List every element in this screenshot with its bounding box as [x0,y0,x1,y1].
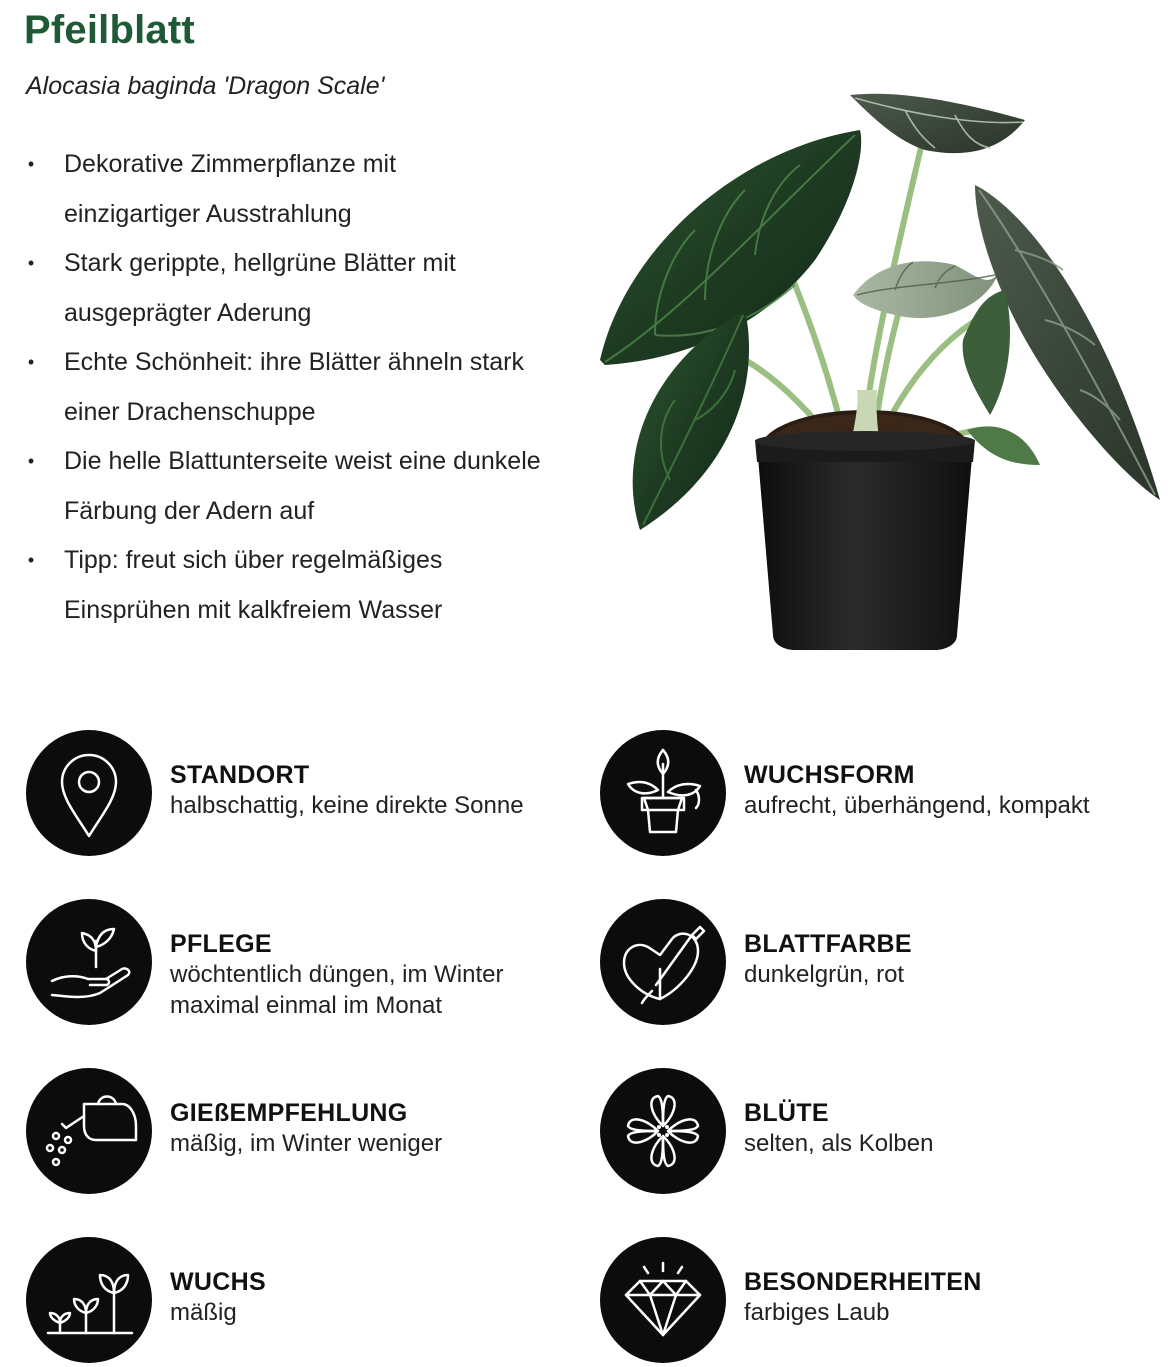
bullet-line: einer Drachenschuppe [64,397,316,426]
feature-value: wöchtentlich düngen, im Winter [170,961,504,988]
feature-standort [26,730,586,860]
growing-seedlings-icon [26,1237,152,1363]
bullet-line: Echte Schönheit: ihre Blätter ähneln stark [64,348,524,376]
feature-label: WUCHSFORM [744,761,915,789]
feature-value: selten, als Kolben [744,1130,934,1157]
feature-wuchsform [600,730,1160,860]
botanical-name: Alocasia baginda 'Dragon Scale' [26,72,385,100]
bullet-dot: • [27,154,35,174]
feature-label: STANDORT [170,761,310,789]
plant-photo [595,90,1170,660]
bullet-dot: • [27,550,35,570]
bullet-item [24,239,594,338]
feature-giessempfehlung [26,1068,586,1198]
bullet-dot: • [27,253,35,273]
feature-value: mäßig, im Winter weniger [170,1130,443,1157]
feature-label: BLATTFARBE [744,930,912,958]
feature-wuchs [26,1237,586,1367]
flower-icon [600,1068,726,1194]
feature-label: BLÜTE [744,1099,829,1127]
feature-value: mäßig [170,1299,237,1326]
feature-besonderheiten [600,1237,1160,1367]
feature-bullet-list [24,140,594,635]
feature-value: maximal einmal im Monat [170,992,443,1019]
hand-seedling-icon [26,899,152,1025]
feature-blattfarbe [600,899,1160,1029]
feature-pflege [26,899,586,1029]
potted-plant-icon [600,730,726,856]
bullet-item [24,338,594,437]
bullet-line: einzigartiger Ausstrahlung [64,199,352,228]
bullet-item [24,536,594,635]
bullet-line: Färbung der Adern auf [64,496,315,525]
feature-bluete [600,1068,1160,1198]
bullet-line: Tipp: freut sich über regelmäßiges [64,546,443,574]
bullet-line: Einsprühen mit kalkfreiem Wasser [64,595,443,624]
feature-value: aufrecht, überhängend, kompakt [744,792,1090,819]
leaf-brush-icon [600,899,726,1025]
bullet-dot: • [27,451,35,471]
feature-label: GIEßEMPFEHLUNG [170,1099,408,1127]
product-title: Pfeilblatt [24,8,195,52]
feature-value: dunkelgrün, rot [744,961,905,988]
watering-can-icon [26,1068,152,1194]
bullet-line: Stark gerippte, hellgrüne Blätter mit [64,249,456,277]
diamond-icon [600,1237,726,1363]
feature-label: WUCHS [170,1268,266,1296]
feature-label: BESONDERHEITEN [744,1268,982,1296]
plant-illustration [595,90,1170,660]
feature-value: farbiges Laub [744,1299,890,1326]
bullet-line: ausgeprägter Aderung [64,298,312,327]
bullet-dot: • [27,352,35,372]
location-pin-icon [26,730,152,856]
bullet-item [24,140,594,239]
bullet-item [24,437,594,536]
bullet-line: Die helle Blattunterseite weist eine dunkele [64,447,541,475]
feature-label: PFLEGE [170,930,272,958]
bullet-line: Dekorative Zimmerpflanze mit [64,150,397,178]
feature-value: halbschattig, keine direkte Sonne [170,792,524,819]
